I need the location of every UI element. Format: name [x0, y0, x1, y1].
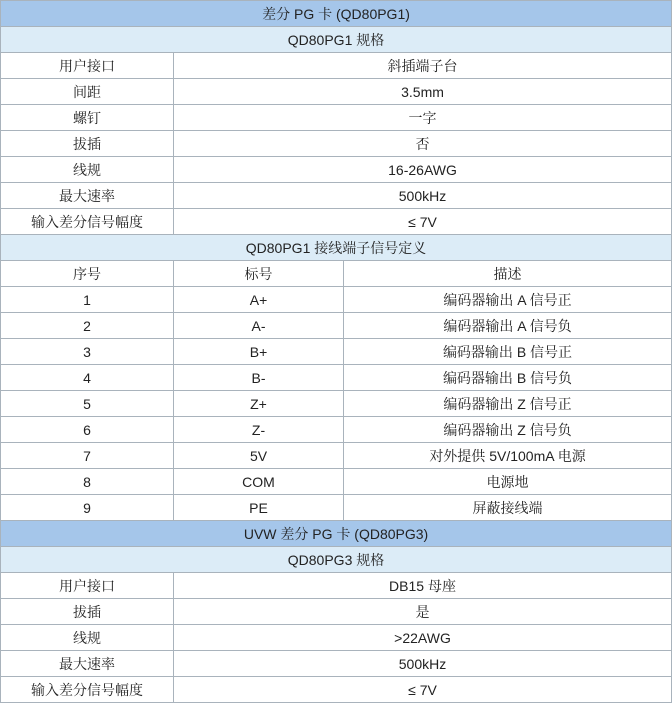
spec-row — [1, 183, 672, 209]
spec-value: 斜插端子台 — [174, 53, 672, 79]
spec-row — [1, 573, 672, 599]
terminal-desc: 屏蔽接线端 — [344, 495, 672, 521]
terminal-mark: B- — [174, 365, 344, 391]
terminal-row — [1, 417, 672, 443]
terminal-desc: 编码器输出 Z 信号负 — [344, 417, 672, 443]
spec-title: QD80PG3 规格 — [1, 547, 672, 573]
terminal-desc: 电源地 — [344, 469, 672, 495]
spec-value: ≤ 7V — [174, 677, 672, 703]
terminal-no: 2 — [1, 313, 174, 339]
terminal-no: 7 — [1, 443, 174, 469]
spec-row — [1, 131, 672, 157]
terminal-mark: PE — [174, 495, 344, 521]
spec-title: QD80PG1 规格 — [1, 27, 672, 53]
spec-row — [1, 157, 672, 183]
terminal-no: 5 — [1, 391, 174, 417]
terminal-mark: 5V — [174, 443, 344, 469]
section-title: 差分 PG 卡 (QD80PG1) — [1, 1, 672, 27]
terminal-mark: Z+ — [174, 391, 344, 417]
spec-label: 拔插 — [1, 131, 174, 157]
terminal-mark: B+ — [174, 339, 344, 365]
spec-row — [1, 53, 672, 79]
spec-value: 500kHz — [174, 183, 672, 209]
spec-label: 最大速率 — [1, 183, 174, 209]
terminal-row — [1, 365, 672, 391]
terminal-title: QD80PG1 接线端子信号定义 — [1, 235, 672, 261]
spec-label: 拔插 — [1, 599, 174, 625]
terminal-row — [1, 287, 672, 313]
terminal-row — [1, 495, 672, 521]
terminal-desc: 对外提供 5V/100mA 电源 — [344, 443, 672, 469]
terminal-desc: 编码器输出 B 信号正 — [344, 339, 672, 365]
terminal-no: 1 — [1, 287, 174, 313]
spec-label: 螺钉 — [1, 105, 174, 131]
spec-label: 间距 — [1, 79, 174, 105]
spec-value: 否 — [174, 131, 672, 157]
terminal-row — [1, 469, 672, 495]
spec-row — [1, 625, 672, 651]
terminal-no: 4 — [1, 365, 174, 391]
terminal-mark: COM — [174, 469, 344, 495]
spec-label: 用户接口 — [1, 53, 174, 79]
section-title: UVW 差分 PG 卡 (QD80PG3) — [1, 521, 672, 547]
spec-label: 最大速率 — [1, 651, 174, 677]
terminal-row — [1, 391, 672, 417]
spec-value: 3.5mm — [174, 79, 672, 105]
terminal-no: 6 — [1, 417, 174, 443]
spec-row — [1, 79, 672, 105]
spec-row — [1, 651, 672, 677]
terminal-no: 9 — [1, 495, 174, 521]
terminal-header-row — [1, 235, 672, 261]
spec-row — [1, 209, 672, 235]
section-header-row — [1, 1, 672, 27]
terminal-mark: Z- — [174, 417, 344, 443]
spec-value: DB15 母座 — [174, 573, 672, 599]
spec-row — [1, 599, 672, 625]
terminal-desc: 编码器输出 A 信号负 — [344, 313, 672, 339]
spec-label: 输入差分信号幅度 — [1, 677, 174, 703]
column-header-no: 序号 — [1, 261, 174, 287]
terminal-desc: 编码器输出 A 信号正 — [344, 287, 672, 313]
section-header-row — [1, 521, 672, 547]
spec-label: 线规 — [1, 625, 174, 651]
spec-row — [1, 677, 672, 703]
terminal-row — [1, 443, 672, 469]
terminal-mark: A+ — [174, 287, 344, 313]
spec-value: >22AWG — [174, 625, 672, 651]
terminal-row — [1, 339, 672, 365]
spec-value: 是 — [174, 599, 672, 625]
spec-label: 线规 — [1, 157, 174, 183]
spec-value: 500kHz — [174, 651, 672, 677]
column-header-mark: 标号 — [174, 261, 344, 287]
spec-header-row — [1, 27, 672, 53]
terminal-desc: 编码器输出 B 信号负 — [344, 365, 672, 391]
column-header-desc: 描述 — [344, 261, 672, 287]
spec-header-row — [1, 547, 672, 573]
spec-value: 16-26AWG — [174, 157, 672, 183]
terminal-no: 8 — [1, 469, 174, 495]
terminal-row — [1, 313, 672, 339]
spec-label: 输入差分信号幅度 — [1, 209, 174, 235]
terminal-desc: 编码器输出 Z 信号正 — [344, 391, 672, 417]
spec-row — [1, 105, 672, 131]
spec-label: 用户接口 — [1, 573, 174, 599]
terminal-column-header-row — [1, 261, 672, 287]
terminal-mark: A- — [174, 313, 344, 339]
terminal-no: 3 — [1, 339, 174, 365]
spec-value: 一字 — [174, 105, 672, 131]
spec-value: ≤ 7V — [174, 209, 672, 235]
